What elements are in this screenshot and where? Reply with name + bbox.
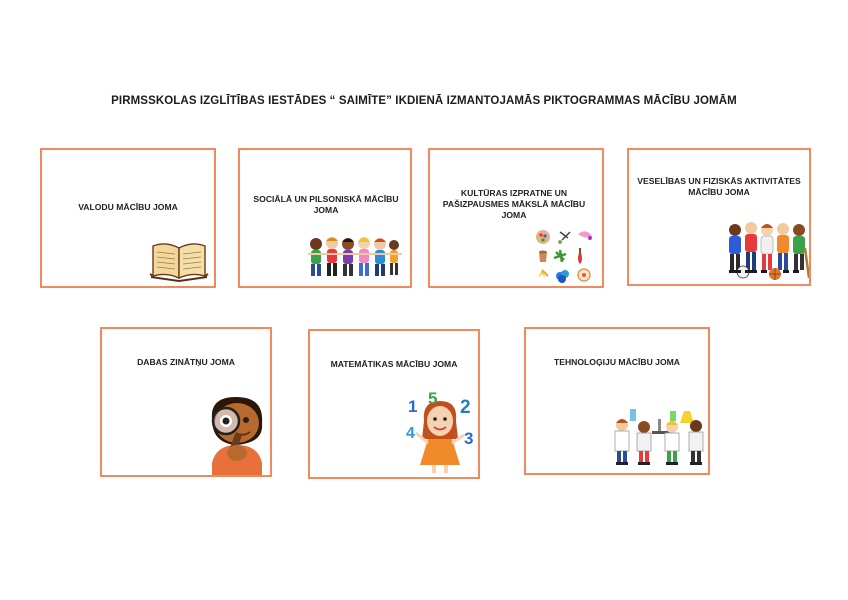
scientists-kids-icon xyxy=(612,409,708,467)
digit-two: 2 xyxy=(460,397,471,418)
card-label: VESELĪBAS UN FIZISKĀS AKTIVITĀTES MĀCĪBU JOMA xyxy=(637,176,801,197)
card-label: VALODU MĀCĪBU JOMA xyxy=(78,202,178,212)
children-group-icon xyxy=(306,234,402,280)
art-supplies-icon xyxy=(534,228,598,286)
card-mathematics xyxy=(308,329,480,479)
card-label: DABAS ZINĀTŅU JOMA xyxy=(137,357,235,367)
page-title: PIRMSSKOLAS IZGLĪTĪBAS IESTĀDES “ SAIMĪTE” IKDIENĀ IZMANTOJAMĀS PIKTOGRAMMAS MĀCĪBU JOMĀM xyxy=(111,95,737,107)
card-language xyxy=(40,148,216,288)
card-label: KULTŪRAS IZPRATNE UN PAŠIZPAUSMES MĀKSLĀ MĀCĪBU JOMA xyxy=(442,188,586,220)
card-social xyxy=(238,148,412,288)
sport-kids-icon xyxy=(725,218,809,284)
card-label: TEHNOLOĢIJU MĀCĪBU JOMA xyxy=(553,357,681,367)
digit-four: 4 xyxy=(406,425,415,442)
card-health xyxy=(627,148,811,286)
card-label: SOCIĀLĀ UN PILSONISKĀ MĀCĪBU JOMA xyxy=(253,194,399,215)
card-technology xyxy=(524,327,710,475)
card-nature-science xyxy=(100,327,272,477)
magnifier-child-icon xyxy=(206,393,268,475)
numbers-girl-icon xyxy=(402,389,480,475)
digit-one: 1 xyxy=(408,397,418,416)
open-book-icon xyxy=(148,238,210,282)
digit-three: 3 xyxy=(464,429,474,448)
card-label: MATEMĀTIKAS MĀCĪBU JOMA xyxy=(330,359,458,369)
card-culture xyxy=(428,148,604,288)
digit-five: 5 xyxy=(428,389,438,408)
